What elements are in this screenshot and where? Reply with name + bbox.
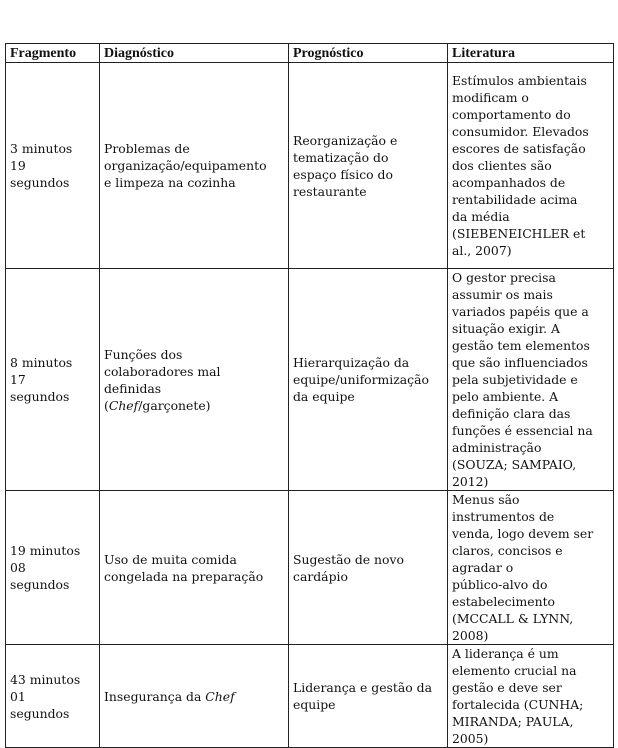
prognosis-cell: Sugestão de novo cardápio [289,491,448,645]
literature-cell: Menus são instrumentos de venda, logo devem ser claros, concisos e agradar o público-alvo do estabelecimento (MCCALL & LYNN, 2008) [448,491,614,645]
results-table [5,43,614,748]
table-row [6,63,614,269]
diagnosis-text: Funções dos colaboradores mal definidas ( [104,346,221,413]
prognosis-cell: Reorganização e tematização do espaço físico do restaurante [289,63,448,269]
fragment-cell: 19 minutos 08 segundos [6,491,100,645]
table-row [6,491,614,645]
prognosis-cell: Hierarquização da equipe/uniformização da equipe [289,269,448,491]
header-prognostico: Prognóstico [289,44,448,63]
table-row [6,269,614,491]
fragment-cell: 8 minutos 17 segundos [6,269,100,491]
table-row [6,645,614,748]
header-row [6,44,614,63]
header-diagnostico: Diagnóstico [100,44,289,63]
diagnosis-cell [100,645,289,748]
diagnosis-cell: Problemas de organização/equipamento e limpeza na cozinha [100,63,289,269]
diagnosis-emphasis: Chef [108,397,139,413]
diagnosis-cell [100,269,289,491]
prognosis-cell: Liderança e gestão da equipe [289,645,448,748]
diagnosis-cell: Uso de muita comida congelada na preparação [100,491,289,645]
header-literatura: Literatura [448,44,614,63]
literature-cell: O gestor precisa assumir os mais variados papéis que a situação exigir. A gestão tem elementos que são influenciados pela subjetividade e pelo ambiente. A definição clara das funções é essencial na administração (SOUZA; SAMPAIO, 2012) [448,269,614,491]
literature-cell: A liderança é um elemento crucial na gestão e deve ser fortalecida (CUNHA; MIRANDA; PAULA, 2005) [448,645,614,748]
literature-cell: Estímulos ambientais modificam o comportamento do consumidor. Elevados escores de satisfação dos clientes são acompanhados de rentabilidade acima da média (SIEBENEICHLER et al., 2007) [448,63,614,269]
diagnosis-emphasis: Chef [205,688,235,704]
fragment-cell: 3 minutos 19 segundos [6,63,100,269]
header-fragmento: Fragmento [6,44,100,63]
diagnosis-text-end: /garçonete) [138,397,211,413]
fragment-cell: 43 minutos 01 segundos [6,645,100,748]
diagnosis-text: Insegurança da [104,688,206,704]
